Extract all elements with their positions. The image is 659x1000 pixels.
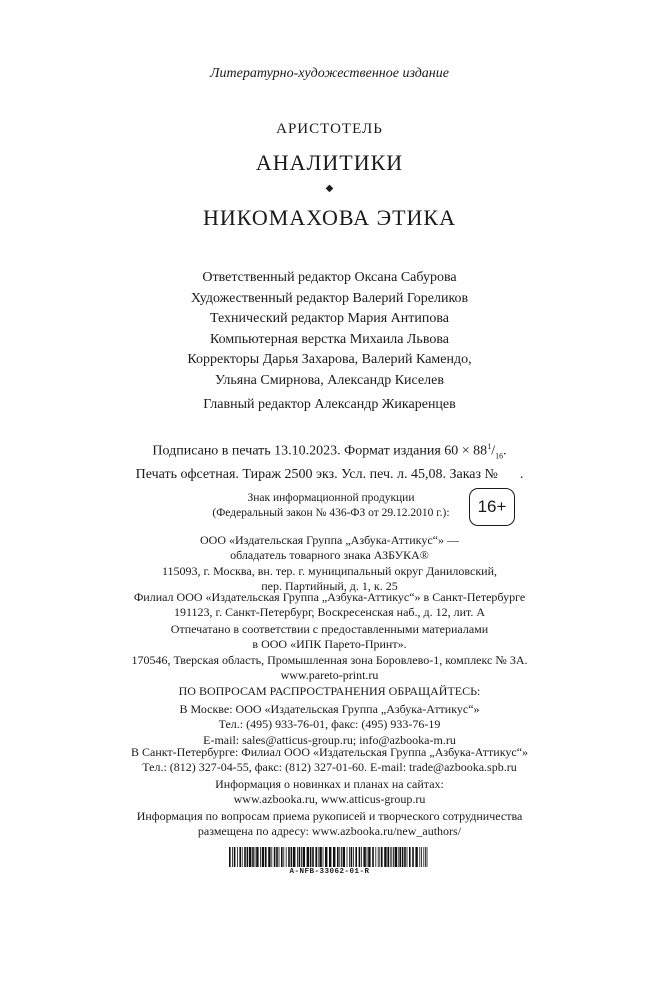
- publisher-info: ООО «Издательская Группа „Азбука-Аттикус“» — обладатель товарного знака АЗБУКА® 115093, г. Москва, вн. тер. г. муниципальный округ Даниловский, пер. Партийный, д. 1, к. 25: [161, 533, 498, 593]
- format-denominator: 16: [495, 451, 504, 461]
- branch-info: Филиал ООО «Издательская Группа „Азбука-Аттикус“» в Санкт-Петербурге 191123, г. Санкт-Петербург, Воскресенская наб., д. 12, лит. А: [133, 590, 526, 620]
- format-numerator: 1: [487, 442, 492, 451]
- diamond-separator-icon: ◆: [325, 183, 334, 194]
- age-rating-badge: 16+: [469, 488, 515, 526]
- credit-line: Ульяна Смирнова, Александр Киселев: [215, 372, 444, 388]
- barcode-label: A-NFB-33062-01-R: [289, 868, 370, 876]
- info-sign-text: Знак информационной продукции (Федеральный закон № 436-ФЗ от 29.12.2010 г.):: [212, 492, 450, 519]
- distribution-heading: ПО ВОПРОСАМ РАСПРОСТРАНЕНИЯ ОБРАЩАЙТЕСЬ:: [178, 684, 481, 698]
- credit-line: Компьютерная верстка Михаила Львова: [210, 331, 449, 347]
- print-details: [0, 437, 659, 484]
- spb-contacts: В Санкт-Петербурге: Филиал ООО «Издательская Группа „Азбука-Аттикус“» Тел.: (812) 327-04-55, факс: (812) 327-01-60. E-mail: trade@azbooka.spb.ru: [130, 745, 529, 775]
- printer-info: Отпечатано в соответствии с предоставленными материалами в ООО «ИПК Парето-Принт». 170546, Тверская область, Промышленная зона Боровлево-1, комплекс № 3А. www.pareto-print.ru: [131, 622, 528, 682]
- author-name: АРИСТОТЕЛЬ: [276, 121, 383, 137]
- credit-line: Корректоры Дарья Захарова, Валерий Камендо,: [187, 352, 472, 367]
- genre-label: Литературно-художественное издание: [210, 66, 449, 81]
- print-line-1: Подписано в печать 13.10.2023. Формат издания $60 \times 88^1/_{16}$.: [152, 442, 507, 461]
- manuscripts-info: Информация по вопросам приема рукописей и творческого сотрудничества размещена по адресу: www.azbooka.ru/new_authors/: [136, 809, 523, 839]
- credit-line: Технический редактор Мария Антипова: [210, 311, 449, 326]
- barcode-icon: [229, 847, 429, 867]
- news-info: Информация о новинках и планах на сайтах: www.azbooka.ru, www.atticus-group.ru: [215, 777, 444, 807]
- moscow-contacts: В Москве: ООО «Издательская Группа „Азбука-Аттикус“» Тел.: (495) 933-76-01, факс: (495) 933-76-19 E-mail: sales@atticus-group.ru; info@azbooka-m.ru: [179, 702, 480, 747]
- credit-line: Ответственный редактор Оксана Сабурова: [202, 270, 457, 285]
- book-title-ethics: НИКОМАХОВА ЭТИКА: [203, 205, 456, 230]
- print-line-2: Печать офсетная. Тираж 2500 экз. Усл. печ. л. 45,08. Заказ № .: [135, 467, 524, 483]
- chief-editor: Главный редактор Александр Жикаренцев: [203, 397, 456, 412]
- credit-line: Художественный редактор Валерий Гореликов: [190, 290, 469, 306]
- credits-list: [0, 268, 659, 391]
- book-title-analytics: АНАЛИТИКИ: [255, 150, 404, 175]
